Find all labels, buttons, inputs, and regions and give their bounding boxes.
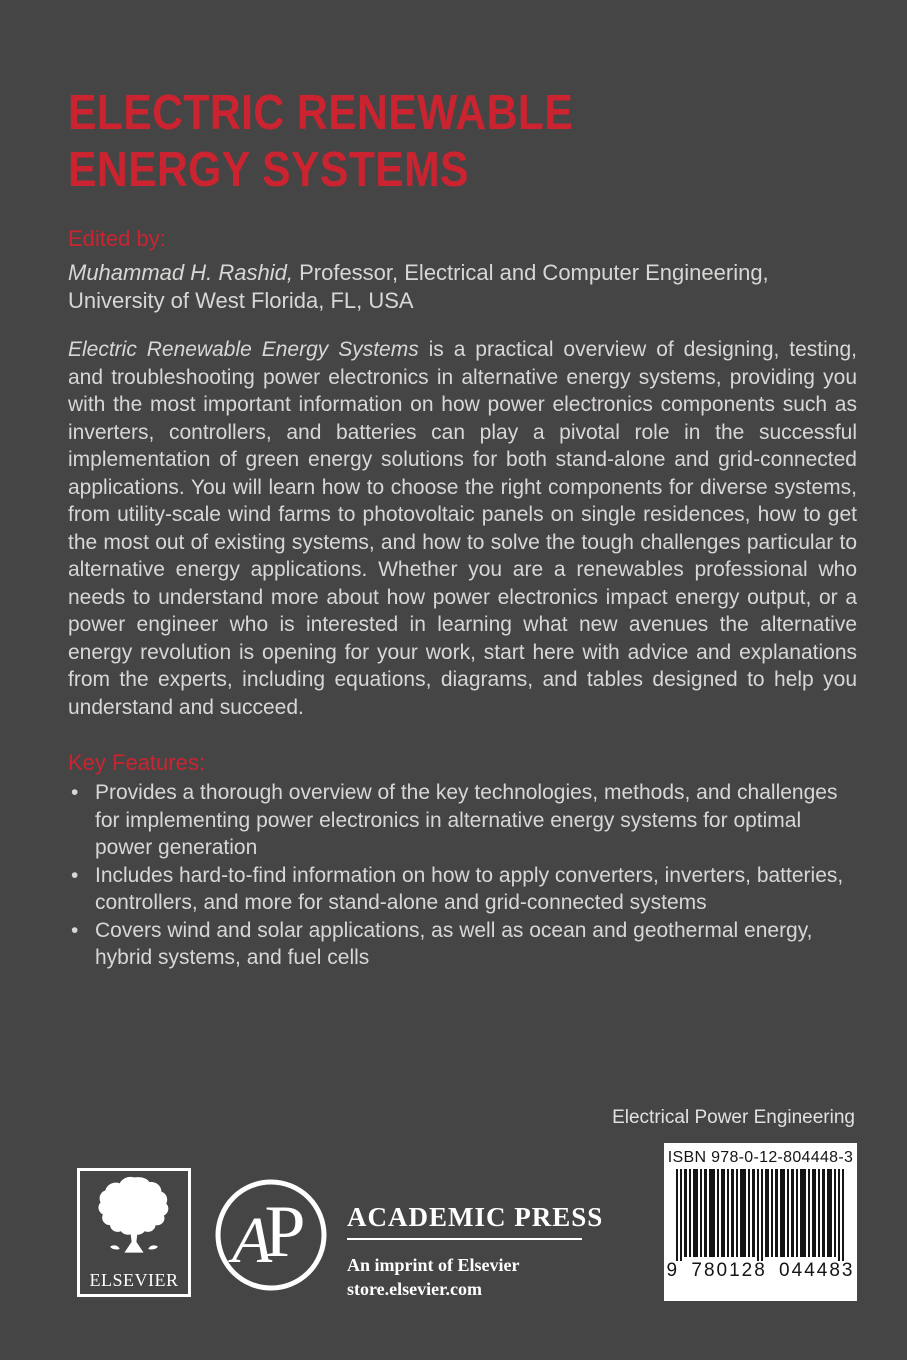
key-features-heading: Key Features: [68,750,205,775]
elsevier-wordmark: ELSEVIER [89,1270,179,1290]
book-title [68,85,573,199]
editor-name: Muhammad H. Rashid, [68,260,293,285]
key-feature-item: • Covers wind and solar applications, as well as ocean and geothermal energy, hybrid systems, and fuel cells [68,917,857,972]
series-category-label: Electrical Power Engineering [612,1107,855,1128]
book-title-line2: ENERGY SYSTEMS [68,142,469,197]
key-feature-item: • Provides a thorough overview of the key technologies, methods, and challenges for implementing power electronics in alternative energy systems for optimal power generation [68,779,857,862]
key-feature-item: • Includes hard-to-find information on how to apply converters, inverters, batteries, controllers, and more for stand-alone and grid-connected systems [68,862,857,917]
academic-press-wordmark: ACADEMIC PRESS [347,1202,604,1232]
description-body: is a practical overview of designing, testing, and troubleshooting power electronics in alternative energy systems, providing you with the most important information on how power electronics components such as inverters, controllers, and batteries can play a pivotal role in the successful implementation of green energy solutions for both stand-alone and grid-connected applications. You will learn how to choose the right components for diverse systems, from utility-scale wind farms to photovoltaic panels on single residences, how to get the most out of existing systems, and how to solve the tough challenges particular to alternative energy applications. Whether you are a renewables professional who needs to understand more about how power electronics impact energy output, or a power engineer who is interested in learning what new avenues the alternative energy revolution is opening for your work, start here with advice and explanations from the experts, including equations, diagrams, and tables designed to help you understand and succeed. [68,338,857,719]
elsevier-logo [77,1168,191,1297]
imprint-line: An imprint of Elsevier [347,1255,520,1275]
ean-number: 9 780128 044483 [666,1260,855,1281]
key-features-section [68,749,857,972]
book-title-line1: ELECTRIC RENEWABLE [68,85,574,140]
description-title-lead: Electric Renewable Energy Systems [68,338,419,361]
svg-text:P: P [264,1191,306,1273]
brand-divider [347,1238,582,1240]
edited-by-label: Edited by: [68,226,166,251]
editor-block [68,226,858,315]
book-description [68,336,857,721]
academic-press-ap-icon [212,1176,330,1294]
editor-affiliation: Professor, Electrical and Computer Engineering, University of West Florida, FL, USA [68,260,769,313]
editor-credit [68,259,858,315]
key-features-list [68,779,857,972]
store-url: store.elsevier.com [347,1279,482,1299]
ean-barcode-icon [676,1169,846,1273]
publisher-brand-block [347,1202,603,1301]
elsevier-tree-icon [95,1175,173,1261]
isbn-label: ISBN 978-0-12-804448-3 [667,1149,854,1166]
isbn-barcode-block [664,1143,857,1301]
svg-text:A: A [231,1204,273,1277]
